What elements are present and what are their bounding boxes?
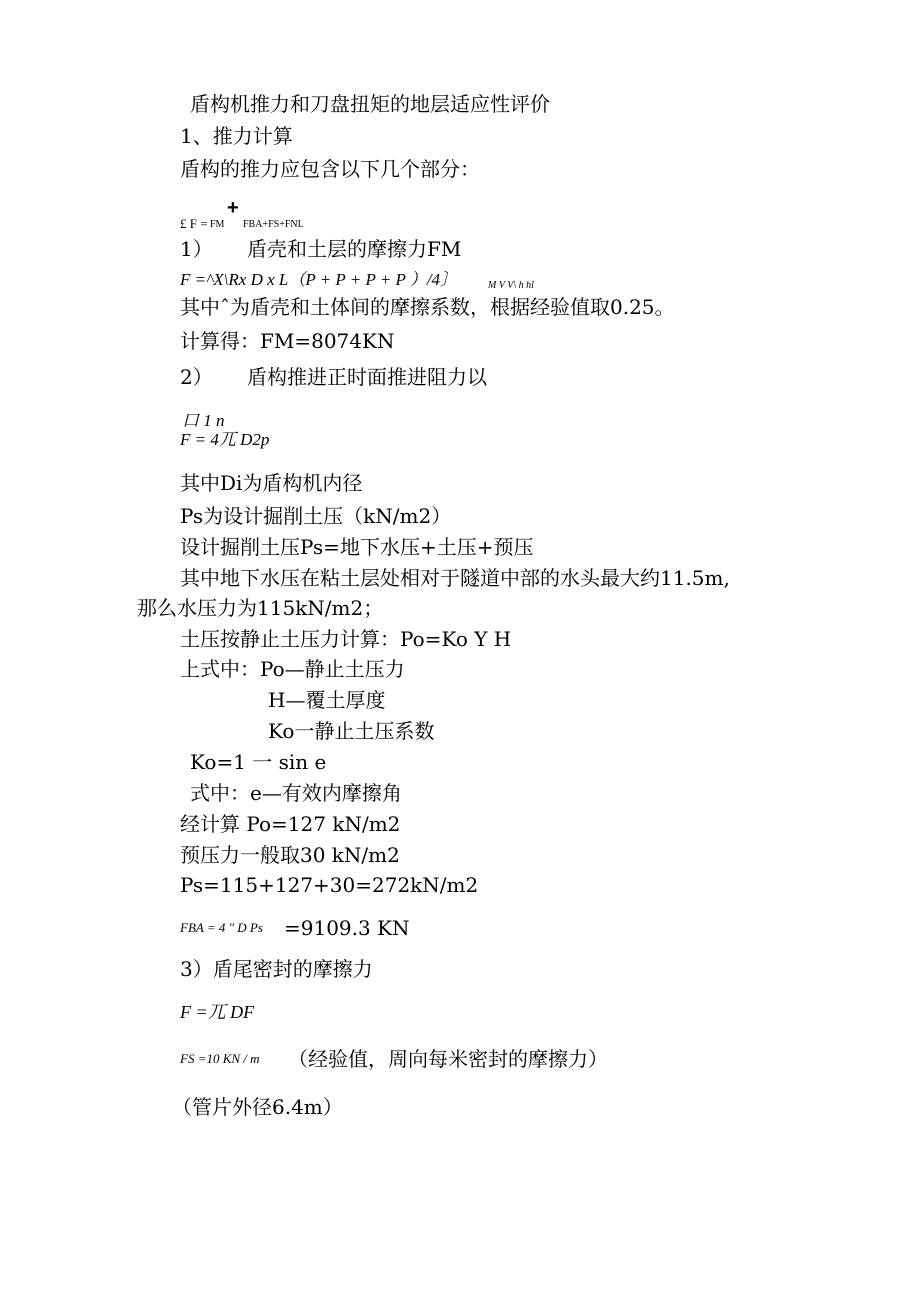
ps-calculation: Ps=115+127+30=272kN/m2 (180, 873, 479, 897)
fm-result: 计算得：FM=8074KN (180, 329, 395, 353)
ko-equation: Ko=1 一 sin e (190, 750, 327, 774)
preload: 预压力一般取30 kN/m2 (180, 843, 400, 867)
equation-fm-subscripts: M V V\ h hl (488, 280, 534, 291)
where-po: 上式中：Po—静止土压力 (180, 657, 405, 681)
water-pressure-line-2: 那么水压力为115kN/m2； (137, 596, 384, 620)
fba-lhs: FBA = 4 ″ D Ps (180, 920, 263, 935)
item-2-text: 盾构推进正时面推进阻力以 (247, 365, 487, 389)
equation-fm: F =^X\Rx D x L（P + P + P + P ）/4〕 (180, 270, 458, 289)
where-ko: Ko一静止土压系数 (268, 719, 435, 743)
equation-total-left: £ F = (180, 216, 208, 231)
fs-note: （经验值，周向每米密封的摩擦力） (288, 1047, 608, 1071)
equation-total-fm: FM (210, 219, 225, 230)
equation-total-plus: + (227, 197, 239, 219)
ps-definition: 设计掘削土压Ps=地下水压+土压+预压 (180, 535, 534, 559)
ko-where: 式中：e—有效内摩擦角 (190, 781, 402, 805)
equation-fs: F =兀 DF (180, 1002, 255, 1022)
earth-pressure: 土压按静止土压力计算：Po=Ko Y H (180, 627, 512, 651)
doc-title: 盾构机推力和刀盘扭矩的地层适应性评价 (190, 92, 550, 116)
item-1-number: 1） (180, 237, 213, 261)
equation-total-rest: FBA+FS+FNL (243, 219, 304, 230)
item-1-text: 盾壳和土层的摩擦力FM (247, 237, 462, 261)
fm-note: 其中ˆ为盾壳和土体间的摩擦系数，根据经验值取0.25。 (180, 295, 675, 319)
equation-fba: F = 4兀 D2p (180, 430, 270, 449)
equation-fba-top: 口 1 n (182, 411, 225, 430)
water-pressure-line-1: 其中地下水压在粘土层处相对于隧道中部的水头最大约11.5m, (180, 566, 730, 590)
fba-value: =9109.3 KN (284, 916, 410, 940)
di-note: 其中Di为盾构机内径 (180, 471, 363, 495)
item-2-number: 2） (180, 365, 213, 389)
item-3: 3）盾尾密封的摩擦力 (180, 957, 373, 981)
fs-equation: FS =10 KN / m (180, 1051, 260, 1066)
intro-paragraph: 盾构的推力应包含以下几个部分： (180, 157, 480, 181)
po-calculation: 经计算 Po=127 kN/m2 (180, 812, 401, 836)
where-h: H—覆土厚度 (268, 688, 386, 712)
ps-note: Ps为设计掘削土压（kN/m2） (180, 504, 452, 528)
segment-note: （管片外径6.4m） (172, 1095, 343, 1119)
section-heading: 1、推力计算 (180, 124, 293, 148)
